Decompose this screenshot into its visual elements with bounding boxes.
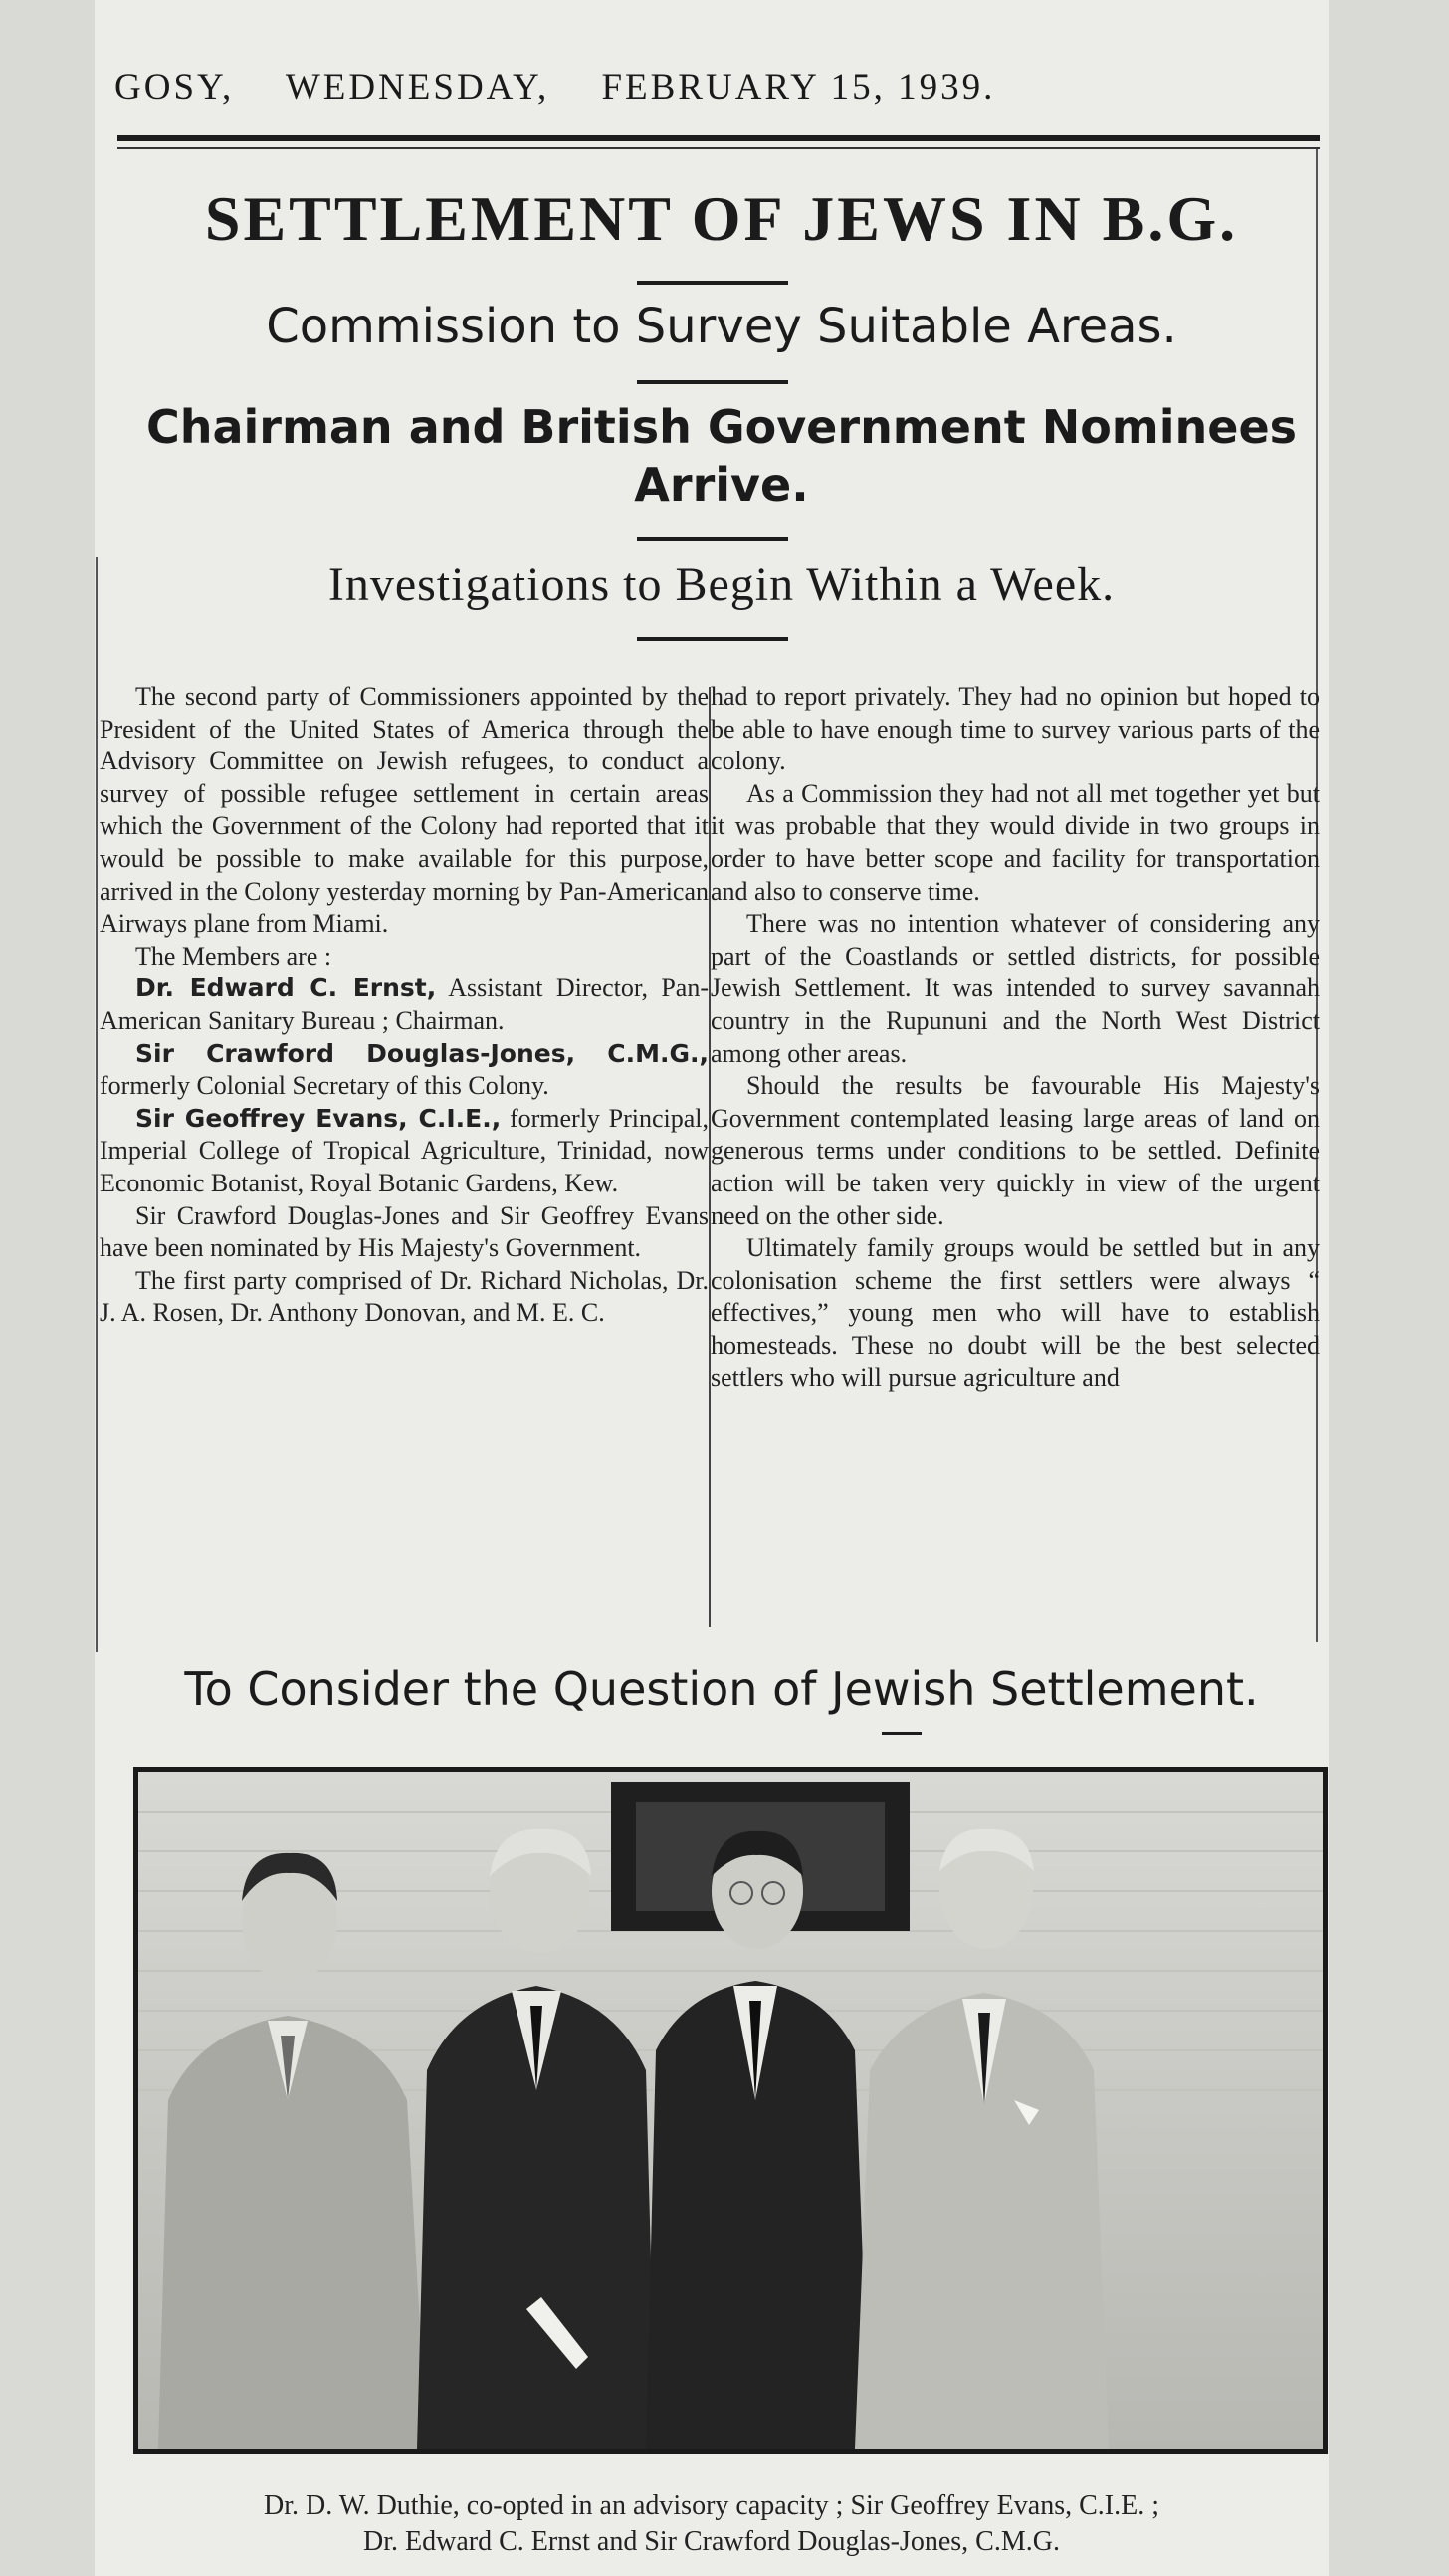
masthead-day: WEDNESDAY,: [285, 67, 550, 107]
masthead-date: FEBRUARY 15, 1939.: [601, 67, 996, 107]
headline-divider: [637, 380, 788, 384]
article-right-column: [711, 681, 1320, 1631]
photo-headline: To Consider the Question of Jewish Settlement.: [184, 1662, 1259, 1716]
group-photograph: [133, 1767, 1328, 2454]
headline-divider: [637, 281, 788, 285]
headline-divider: [637, 537, 788, 541]
member-name: Dr. Edward C. Ernst,: [135, 973, 437, 1003]
main-headline: SETTLEMENT OF JEWS IN B.G.: [204, 183, 1239, 254]
members-intro: The Members are :: [135, 941, 332, 970]
headline-divider: [637, 637, 788, 641]
member-entry: [100, 1103, 709, 1200]
photo-headline-mark: [882, 1732, 922, 1735]
article-paragraph: As a Commission they had not all met together yet but it was probable that they would divide in two groups in order to have better scope and facility for transportation and also to conserve time.: [711, 778, 1320, 906]
masthead-rule-thin: [117, 147, 1320, 149]
subheadline-investigations: Investigations to Begin Within a Week.: [327, 558, 1116, 611]
caption-line: Dr. Edward C. Ernst and Sir Crawford Douglas-Jones, C.M.G.: [363, 2526, 1060, 2557]
masthead: [114, 66, 1309, 125]
article-paragraph: Ultimately family groups would be settled but in any colonisation scheme the first settlers were always “ effectives,” young men who will have to establish homesteads. These no doubt will be the best selected settlers who will pursue agriculture and: [711, 1233, 1320, 1393]
member-description: formerly Principal, Imperial College of Tropical Agriculture, Trinidad, now Economic Botanist, Royal Botanic Gardens, Kew.: [100, 1103, 709, 1197]
article-paragraph: The first party comprised of Dr. Richard Nicholas, Dr. J. A. Rosen, Dr. Anthony Donovan, and M. E. C.: [100, 1265, 709, 1328]
article-paragraph: The second party of Commissioners appointed by the President of the United States of America through the Advisory Committee on Jewish refugees, to conduct a survey of possible refugee settlement in certain areas which the Government of the Colony had reported that it would be possible to make available for this purpose, arrived in the Colony yesterday morning by Pan-American Airways plane from Miami.: [100, 682, 709, 939]
article-paragraph: Sir Crawford Douglas-Jones and Sir Geoffrey Evans have been nominated by His Majesty's Government.: [100, 1200, 709, 1263]
masthead-paper: GOSY,: [114, 67, 235, 107]
member-entry: [100, 1038, 709, 1103]
article-paragraph: Should the results be favourable His Majesty's Government contemplated leasing large areas of land on generous terms under conditions to be settled. Definite action will be taken very quickly in view of the urgent need on the other side.: [711, 1071, 1320, 1230]
subheadline-arrival: Chairman and British Government Nominees Arrive.: [145, 400, 1298, 512]
article-paragraph: There was no intention whatever of considering any part of the Coastlands or settled districts, for possible Jewish Settlement. It was intended to survey savannah country in the Rupununi and the North West District among other areas.: [711, 909, 1320, 1068]
masthead-rule-thick: [117, 135, 1320, 141]
subheadline-commission: Commission to Survey Suitable Areas.: [266, 299, 1177, 354]
article-left-column: [100, 681, 709, 1631]
member-entry: [100, 972, 709, 1037]
caption-line: Dr. D. W. Duthie, co-opted in an advisory capacity ; Sir Geoffrey Evans, C.I.E. ;: [264, 2490, 1159, 2521]
photograph-image: [138, 1772, 1323, 2449]
member-name: Sir Crawford Douglas-Jones, C.M.G.,: [135, 1038, 709, 1068]
member-description: formerly Colonial Secretary of this Colony.: [100, 1071, 549, 1101]
article-paragraph: had to report privately. They had no opinion but hoped to be able to have enough time to survey various parts of the colony.: [711, 682, 1320, 776]
member-name: Sir Geoffrey Evans, C.I.E.,: [135, 1103, 502, 1133]
column-border-left: [96, 557, 98, 1652]
photo-caption: [100, 2488, 1324, 2560]
member-description: Assistant Director, Pan-American Sanitary Bureau ; Chairman.: [100, 973, 709, 1035]
